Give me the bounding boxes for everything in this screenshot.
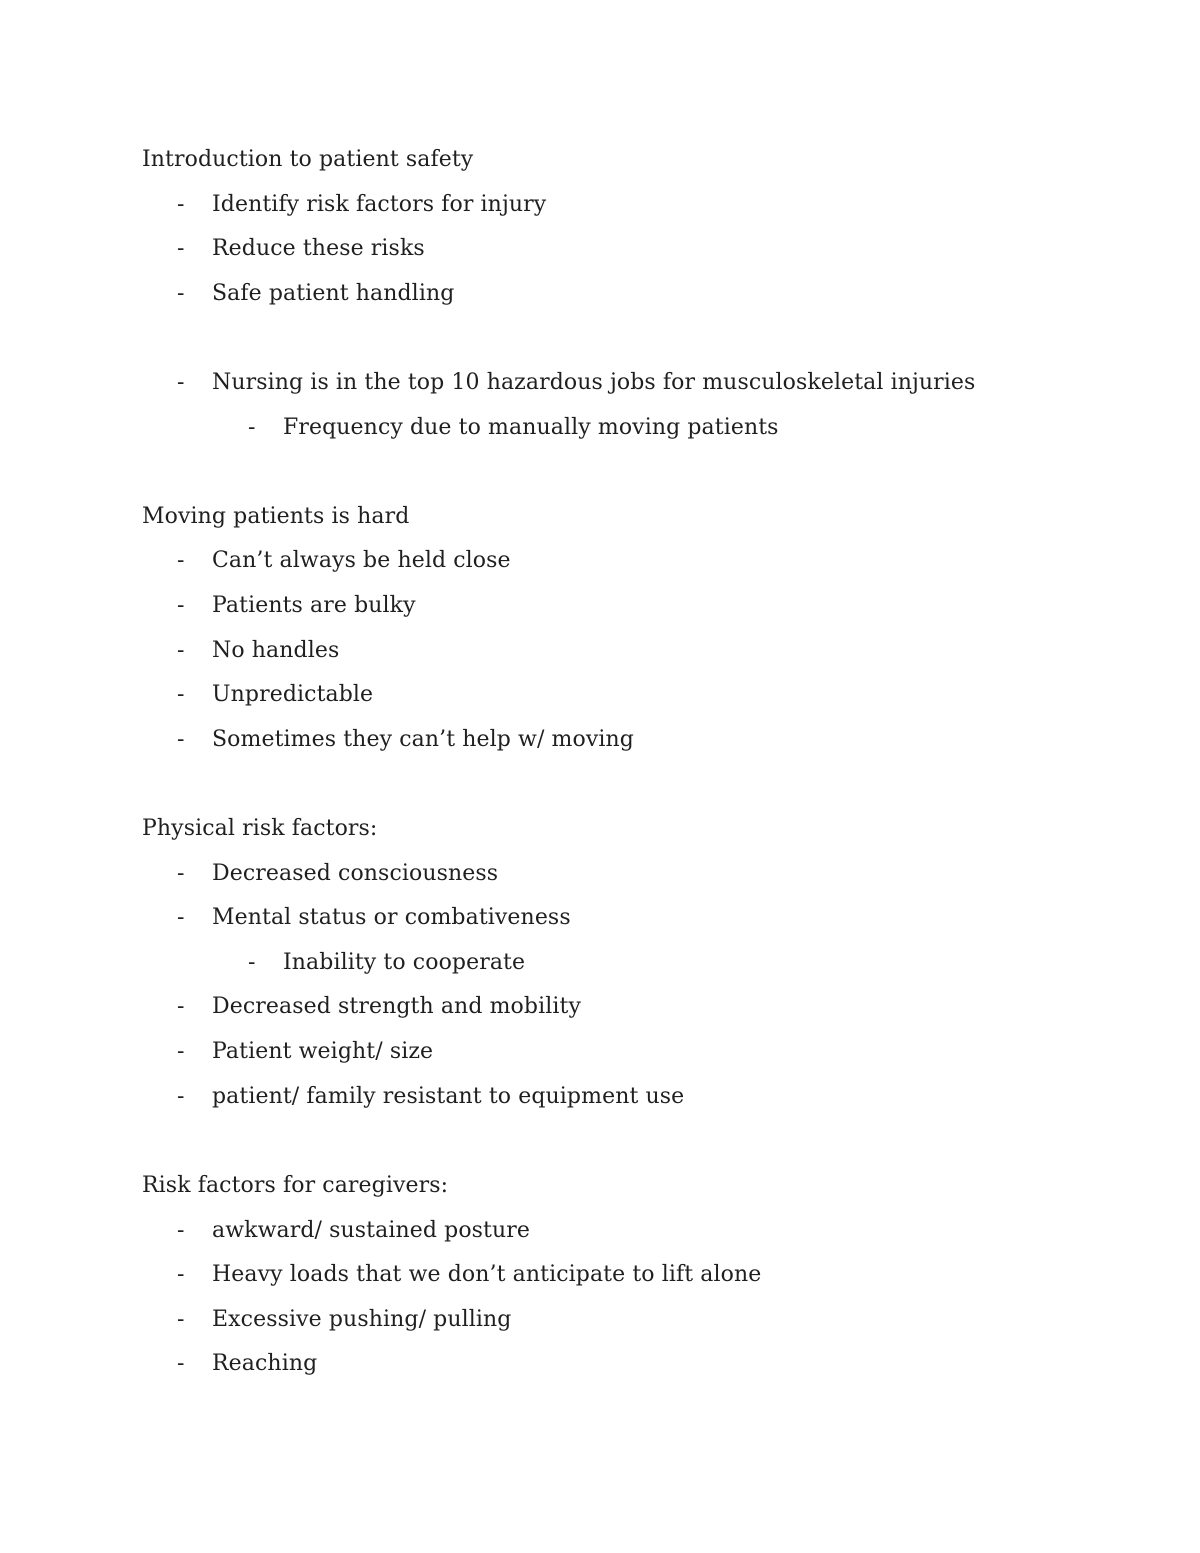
bullet-dash: - [177,994,185,1019]
list-item-text: Identify risk factors for injury [212,192,547,217]
sub-list-item-text: Inability to cooperate [283,950,526,975]
bullet-dash: - [177,1218,185,1243]
bullet-dash: - [177,682,185,707]
list-item-text: Decreased strength and mobility [212,994,581,1019]
list-item-text: patient/ family resistant to equipment use [212,1084,685,1109]
bullet-dash: - [177,861,185,886]
bullet-dash: - [177,638,185,663]
list-item-text: Sometimes they can’t help w/ moving [212,727,634,752]
list-item-text: Safe patient handling [212,281,455,306]
list-item-text: Decreased consciousness [212,861,499,886]
bullet-dash: - [248,415,256,440]
bullet-dash: - [177,1307,185,1332]
list-item-text: Reaching [212,1351,318,1376]
section-heading: Physical risk factors: [142,816,378,841]
bullet-dash: - [177,1262,185,1287]
list-item-text: Heavy loads that we don’t anticipate to lift alone [212,1262,762,1287]
list-item-text: Excessive pushing/ pulling [212,1307,512,1332]
bullet-dash: - [177,236,185,261]
bullet-dash: - [177,548,185,573]
sub-list-item-text: Frequency due to manually moving patients [283,415,779,440]
list-item-text: No handles [212,638,340,663]
list-item-text: Patient weight/ size [212,1039,434,1064]
list-item-text: Patients are bulky [212,593,416,618]
bullet-dash: - [177,370,185,395]
bullet-dash: - [177,593,185,618]
bullet-dash: - [177,905,185,930]
section-heading: Introduction to patient safety [142,147,474,172]
bullet-dash: - [177,281,185,306]
list-item-text: Reduce these risks [212,236,425,261]
list-item-text: awkward/ sustained posture [212,1218,531,1243]
list-item-text: Unpredictable [212,682,374,707]
bullet-dash: - [177,1351,185,1376]
bullet-dash: - [177,192,185,217]
list-item-text: Mental status or combativeness [212,905,571,930]
list-item-text: Nursing is in the top 10 hazardous jobs for musculoskeletal injuries [212,370,976,395]
bullet-dash: - [177,1039,185,1064]
bullet-dash: - [177,727,185,752]
list-item-text: Can’t always be held close [212,548,511,573]
bullet-dash: - [177,1084,185,1109]
bullet-dash: - [248,950,256,975]
section-heading: Moving patients is hard [142,504,410,529]
section-heading: Risk factors for caregivers: [142,1173,449,1198]
